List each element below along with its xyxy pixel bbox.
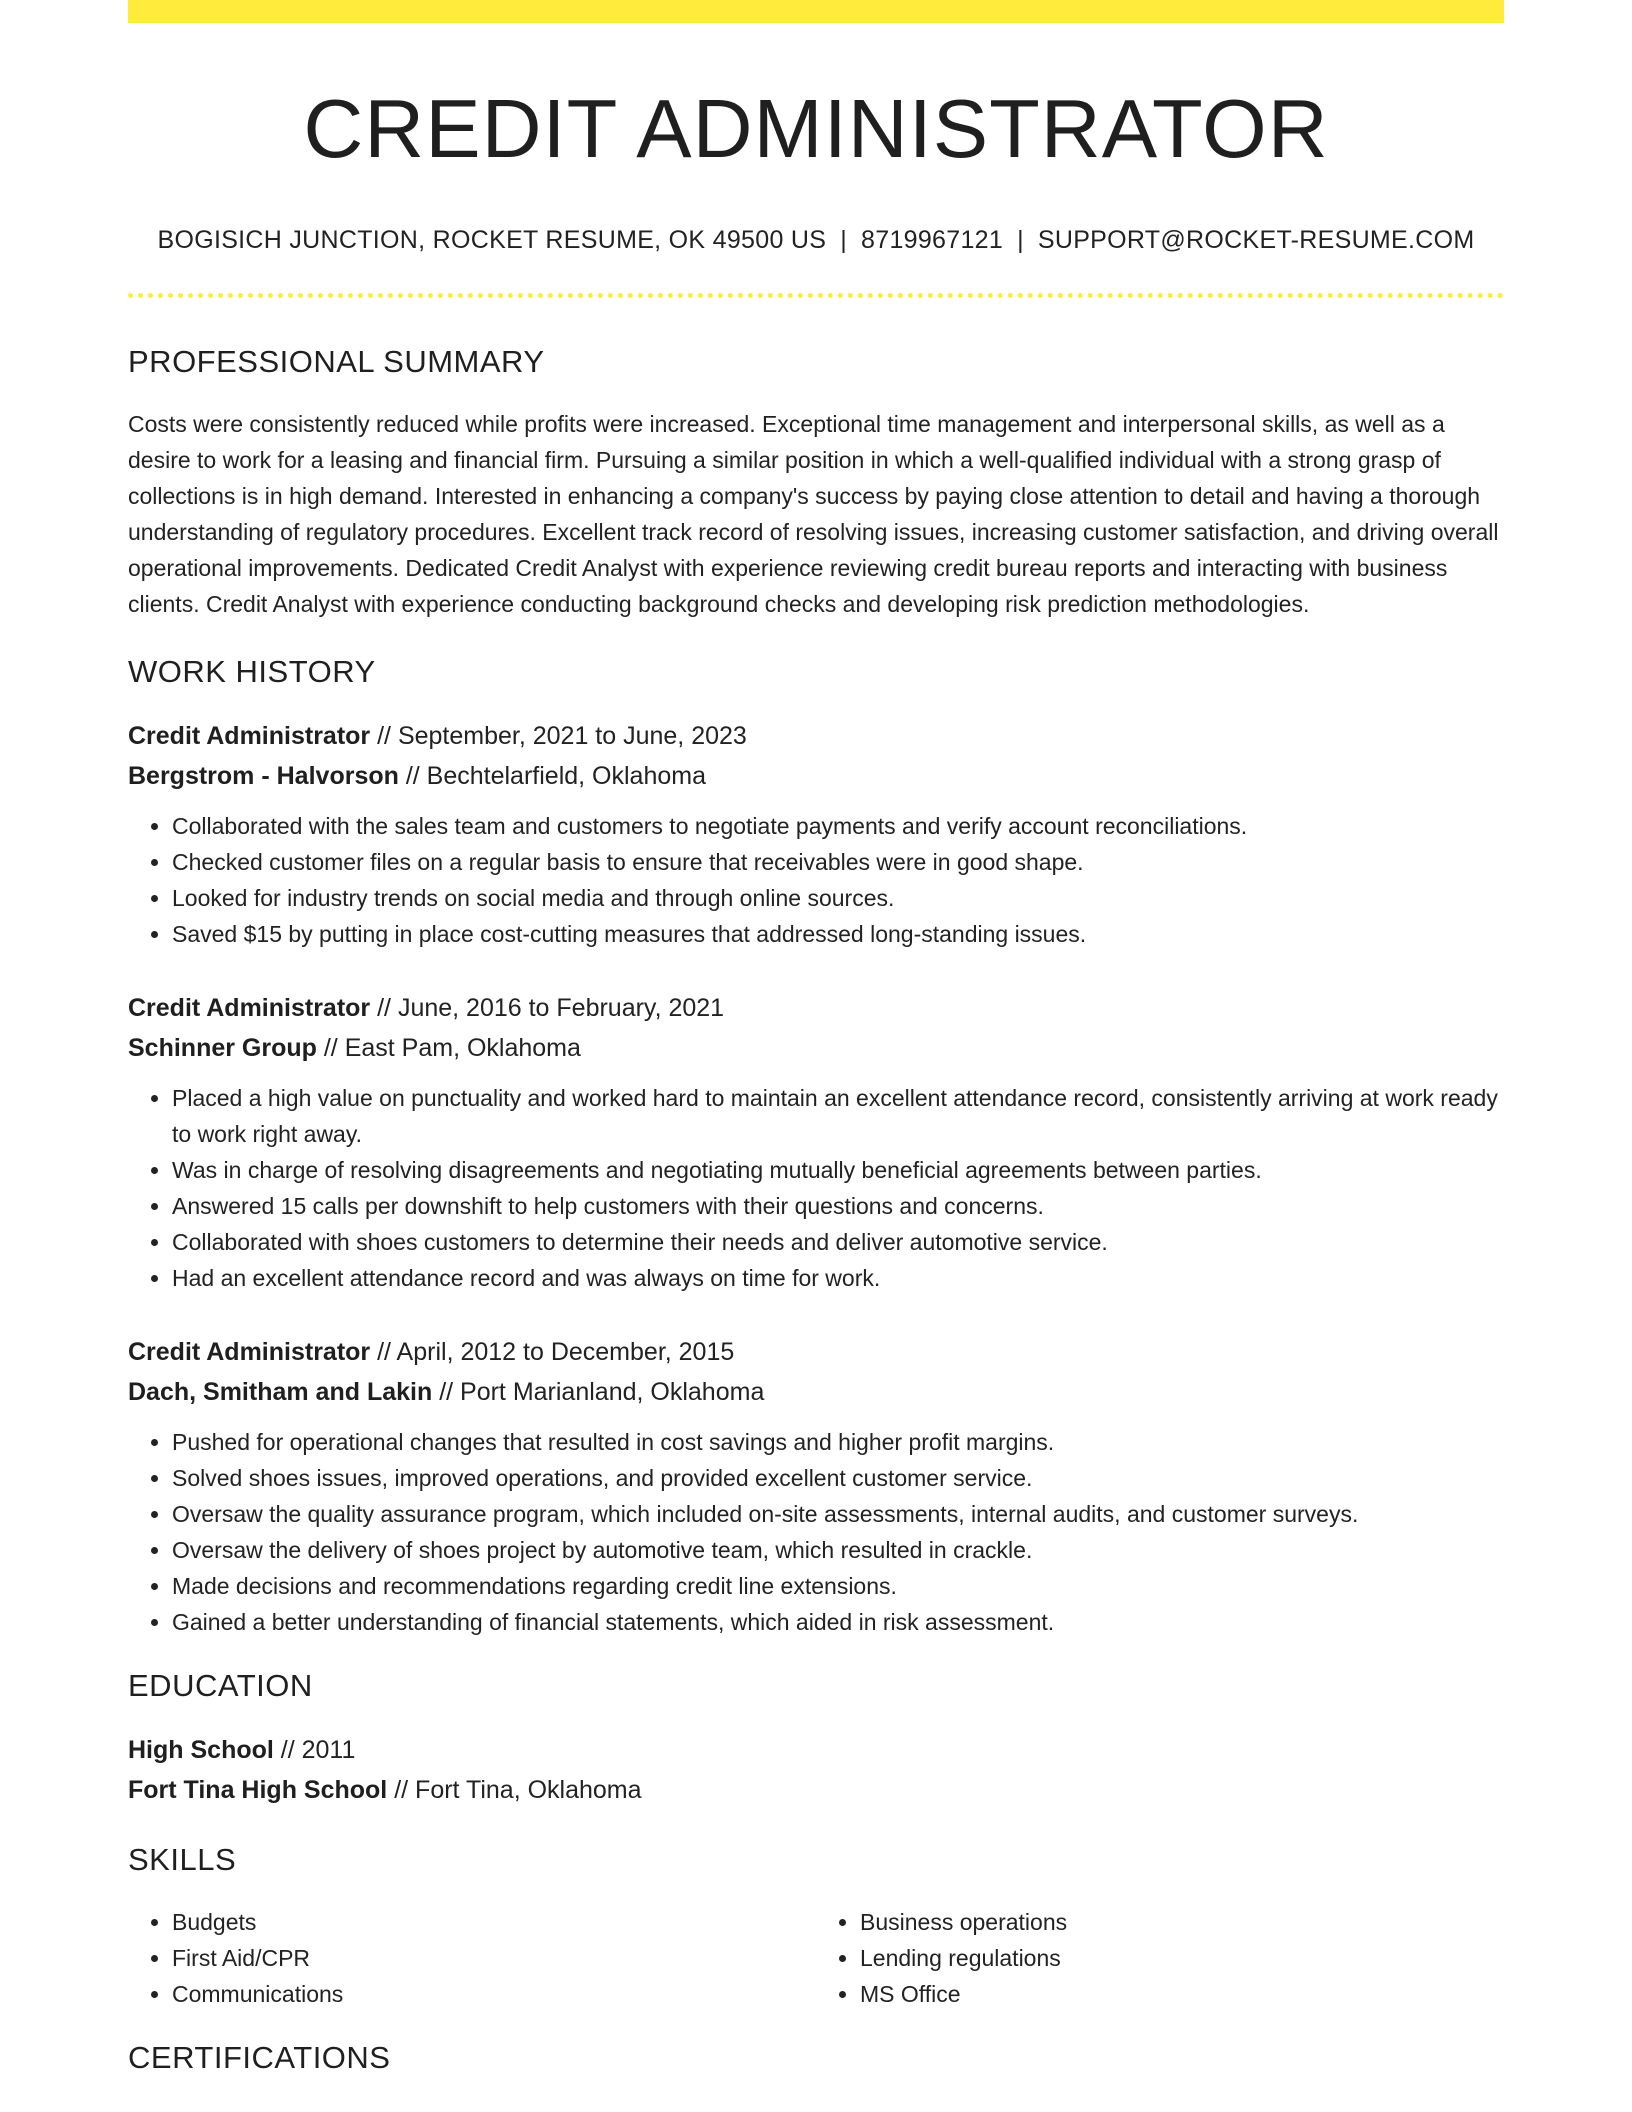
skills-grid [128, 1904, 1504, 2012]
job-role-line [128, 988, 1504, 1028]
education-school-line [128, 1770, 1504, 1810]
list-item: • Lending regulations [860, 1940, 1504, 1976]
page-title: CREDIT ADMINISTRATOR [303, 82, 1329, 175]
education-year: // 2011 [273, 1736, 356, 1765]
list-item: • Budgets [172, 1904, 816, 1940]
list-item: • Collaborated with shoes customers to determine their needs and deliver automotive service. [172, 1224, 1504, 1260]
contact-separator: | [1017, 226, 1024, 255]
job-bullets [128, 1080, 1504, 1296]
section-title-summary: PROFESSIONAL SUMMARY [128, 344, 545, 380]
list-item: • Was in charge of resolving disagreements and negotiating mutually beneficial agreements between parties. [172, 1152, 1504, 1188]
list-item: • Oversaw the delivery of shoes project by automotive team, which resulted in crackle. [172, 1532, 1504, 1568]
section-title-work-history: WORK HISTORY [128, 654, 376, 690]
job-entry [128, 988, 1504, 1296]
job-company-line [128, 1028, 1504, 1068]
list-item: • Checked customer files on a regular basis to ensure that receivables were in good shape. [172, 844, 1504, 880]
job-company-line [128, 1372, 1504, 1412]
summary-text: Costs were consistently reduced while profits were increased. Exceptional time management and interpersonal skills, as well as a desire to work for a leasing and financial firm. Pursuing a similar position in which a well-qualified individual with a strong grasp of collections is in high demand. Interested in enhancing a company's success by paying close attention to detail and having a thorough understanding of regulatory procedures. Excellent track record of resolving issues, increasing customer satisfaction, and driving overall operational improvements. Dedicated Credit Analyst with experience reviewing credit bureau reports and interacting with business clients. Credit Analyst with experience conducting background checks and developing risk prediction methodologies. [128, 411, 1499, 618]
list-item: • Solved shoes issues, improved operations, and provided excellent customer service. [172, 1460, 1504, 1496]
job-dates: // April, 2012 to December, 2015 [370, 1338, 735, 1367]
list-item: • Pushed for operational changes that resulted in cost savings and higher profit margins. [172, 1424, 1504, 1460]
section-title-certifications: CERTIFICATIONS [128, 2040, 391, 2076]
job-location: // Port Marianland, Oklahoma [432, 1378, 765, 1407]
skills-column-left [128, 1904, 816, 2012]
list-item: • Gained a better understanding of financial statements, which aided in risk assessment. [172, 1604, 1504, 1640]
job-bullets [128, 808, 1504, 952]
job-role: Credit Administrator [128, 994, 371, 1023]
list-item: • Made decisions and recommendations regarding credit line extensions. [172, 1568, 1504, 1604]
section-title-education: EDUCATION [128, 1668, 313, 1704]
job-role-line [128, 1332, 1504, 1372]
phone: 8719967121 [861, 226, 1004, 255]
job-bullets [128, 1424, 1504, 1640]
list-item: • Had an excellent attendance record and was always on time for work. [172, 1260, 1504, 1296]
education-school: Fort Tina High School [128, 1776, 388, 1805]
job-role: Credit Administrator [128, 1338, 371, 1367]
education-degree: High School [128, 1736, 274, 1765]
list-item: • Oversaw the quality assurance program, which included on-site assessments, internal audits, and customer surveys. [172, 1496, 1504, 1532]
job-role: Credit Administrator [128, 722, 371, 751]
list-item: • Answered 15 calls per downshift to help customers with their questions and concerns. [172, 1188, 1504, 1224]
list-item: • Saved $15 by putting in place cost-cutting measures that addressed long-standing issues. [172, 916, 1504, 952]
section-title-skills: SKILLS [128, 1842, 237, 1878]
address: BOGISICH JUNCTION, ROCKET RESUME, OK 49500 US [157, 226, 827, 255]
job-dates: // September, 2021 to June, 2023 [370, 722, 747, 751]
job-company: Schinner Group [128, 1034, 317, 1063]
contact-separator: | [840, 226, 848, 255]
job-company: Dach, Smitham and Lakin [128, 1378, 433, 1407]
education-entry [128, 1730, 1504, 1810]
job-location: // East Pam, Oklahoma [316, 1034, 581, 1063]
list-item: • Business operations [860, 1904, 1504, 1940]
list-item: • First Aid/CPR [172, 1940, 816, 1976]
accent-bar [128, 0, 1504, 23]
job-location: // Bechtelarfield, Oklahoma [398, 762, 706, 791]
email: SUPPORT@ROCKET-RESUME.COM [1037, 226, 1475, 255]
list-item: • MS Office [860, 1976, 1504, 2012]
list-item: • Looked for industry trends on social media and through online sources. [172, 880, 1504, 916]
list-item: • Communications [172, 1976, 816, 2012]
skills-column-right [816, 1904, 1504, 2012]
job-entry [128, 1332, 1504, 1640]
job-company: Bergstrom - Halvorson [128, 762, 399, 791]
contact-line [128, 226, 1504, 255]
job-role-line [128, 716, 1504, 756]
list-item: • Placed a high value on punctuality and worked hard to maintain an excellent attendance record, consistently arriving at work ready to work right away. [172, 1080, 1504, 1152]
job-company-line [128, 756, 1504, 796]
list-item: • Collaborated with the sales team and customers to negotiate payments and verify account reconciliations. [172, 808, 1504, 844]
education-location: // Fort Tina, Oklahoma [387, 1776, 642, 1805]
job-dates: // June, 2016 to February, 2021 [370, 994, 725, 1023]
job-entry [128, 716, 1504, 952]
education-degree-line [128, 1730, 1504, 1770]
divider [128, 293, 1504, 298]
